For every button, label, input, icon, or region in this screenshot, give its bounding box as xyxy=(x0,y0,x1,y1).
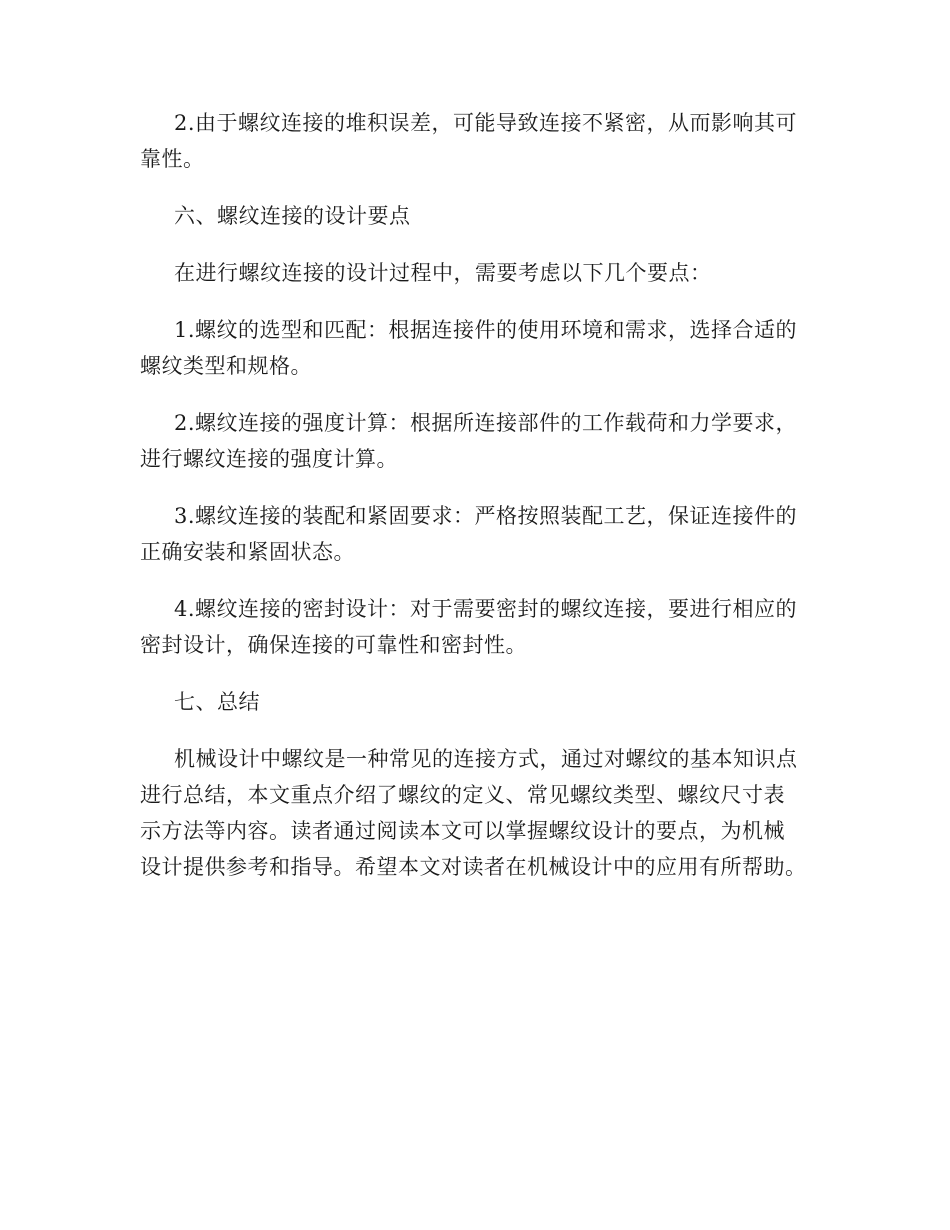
paragraph-spacer xyxy=(140,720,830,741)
paragraph-summary xyxy=(140,741,830,885)
section-heading-text: 七、总结 xyxy=(174,690,260,714)
paragraph-line: 1.螺纹的选型和匹配：根据连接件的使用环境和需求，选择合适的 xyxy=(174,318,798,342)
document-body xyxy=(140,105,830,885)
paragraph-line: 密封设计，确保连接的可靠性和密封性。 xyxy=(140,633,527,657)
paragraph-spacer xyxy=(140,177,830,198)
paragraph-line: 机械设计中螺纹是一种常见的连接方式，通过对螺纹的基本知识点 xyxy=(174,747,798,771)
paragraph-item-2-strength xyxy=(140,405,830,477)
paragraph-item-3-assembly xyxy=(140,498,830,570)
paragraph-item-1-selection xyxy=(140,312,830,384)
paragraph-line: 靠性。 xyxy=(140,147,205,171)
paragraph-line: 进行螺纹连接的强度计算。 xyxy=(140,447,398,471)
paragraph-line: 3.螺纹连接的装配和紧固要求：严格按照装配工艺，保证连接件的 xyxy=(174,504,798,528)
paragraph-spacer xyxy=(140,477,830,498)
paragraph-line: 2.螺纹连接的强度计算：根据所连接部件的工作载荷和力学要求， xyxy=(174,411,798,435)
section-heading-7 xyxy=(140,684,830,720)
paragraph-line: 正确安装和紧固状态。 xyxy=(140,540,355,564)
section-heading-text: 六、螺纹连接的设计要点 xyxy=(174,204,411,228)
paragraph-spacer xyxy=(140,570,830,591)
paragraph-line: 2.由于螺纹连接的堆积误差，可能导致连接不紧密，从而影响其可 xyxy=(174,111,798,135)
section-heading-6 xyxy=(140,198,830,234)
paragraph-spacer xyxy=(140,234,830,255)
paragraph-line: 4.螺纹连接的密封设计：对于需要密封的螺纹连接，要进行相应的 xyxy=(174,597,798,621)
paragraph-line: 在进行螺纹连接的设计过程中，需要考虑以下几个要点： xyxy=(174,261,712,285)
paragraph-line: 进行总结，本文重点介绍了螺纹的定义、常见螺纹类型、螺纹尺寸表 xyxy=(140,783,785,807)
paragraph-line: 设计提供参考和指导。希望本文对读者在机械设计中的应用有所帮助。 xyxy=(140,855,807,879)
paragraph-spacer xyxy=(140,663,830,684)
paragraph-spacer xyxy=(140,291,830,312)
paragraph-design-intro xyxy=(140,255,830,291)
paragraph-line: 螺纹类型和规格。 xyxy=(140,354,312,378)
paragraph-spacer xyxy=(140,384,830,405)
paragraph-line: 示方法等内容。读者通过阅读本文可以掌握螺纹设计的要点，为机械 xyxy=(140,819,785,843)
paragraph-item-4-sealing xyxy=(140,591,830,663)
paragraph-item-2-reliability xyxy=(140,105,830,177)
